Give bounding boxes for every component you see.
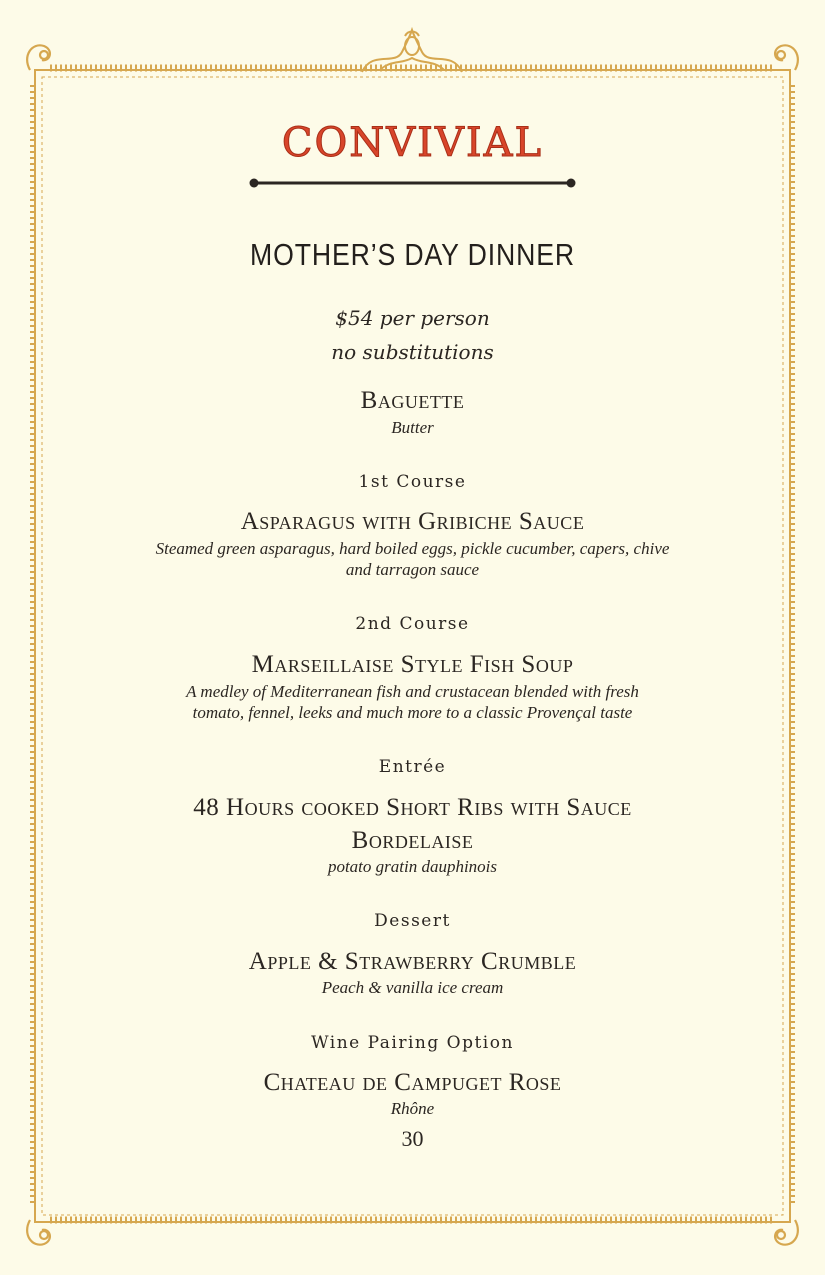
bread-desc: Butter: [391, 418, 434, 437]
price-line: $54 per person: [335, 306, 490, 330]
note-line: no substitutions: [331, 340, 494, 364]
course1-desc-2: and tarragon sauce: [345, 560, 480, 579]
wine-price: 30: [401, 1126, 424, 1151]
entree-label: Entrée: [378, 757, 447, 777]
wine-desc: Rhône: [390, 1099, 435, 1118]
bread-name: Baguette: [360, 387, 465, 414]
course1-name: Asparagus with Gribiche Sauce: [240, 508, 585, 535]
wine-name: Chateau de Campuget Rose: [263, 1069, 562, 1096]
course1-label: 1st Course: [358, 472, 467, 492]
entree-desc: potato gratin dauphinois: [327, 857, 498, 876]
course2-desc-2: tomato, fennel, leeks and much more to a classic Provençal taste: [192, 703, 633, 722]
page-title: MOTHER’S DAY DINNER: [250, 237, 575, 272]
entree-name-1: 48 Hours cooked Short Ribs with Sauce: [193, 794, 632, 821]
course2-label: 2nd Course: [355, 614, 470, 634]
course2-desc-1: A medley of Mediterranean fish and crustacean blended with fresh: [186, 682, 639, 701]
course1-desc-1: Steamed green asparagus, hard boiled eggs, pickle cucumber, capers, chive: [155, 539, 670, 558]
brand-logo: CONVIVIAL: [281, 120, 544, 166]
entree-name-2: Bordelaise: [351, 827, 474, 854]
dessert-desc: Peach & vanilla ice cream: [321, 978, 504, 997]
course2-name: Marseillaise Style Fish Soup: [251, 651, 574, 678]
dessert-label: Dessert: [374, 911, 451, 931]
dessert-name: Apple & Strawberry Crumble: [248, 948, 577, 975]
wine-label: Wine Pairing Option: [311, 1033, 514, 1053]
divider-rule: [250, 179, 576, 188]
